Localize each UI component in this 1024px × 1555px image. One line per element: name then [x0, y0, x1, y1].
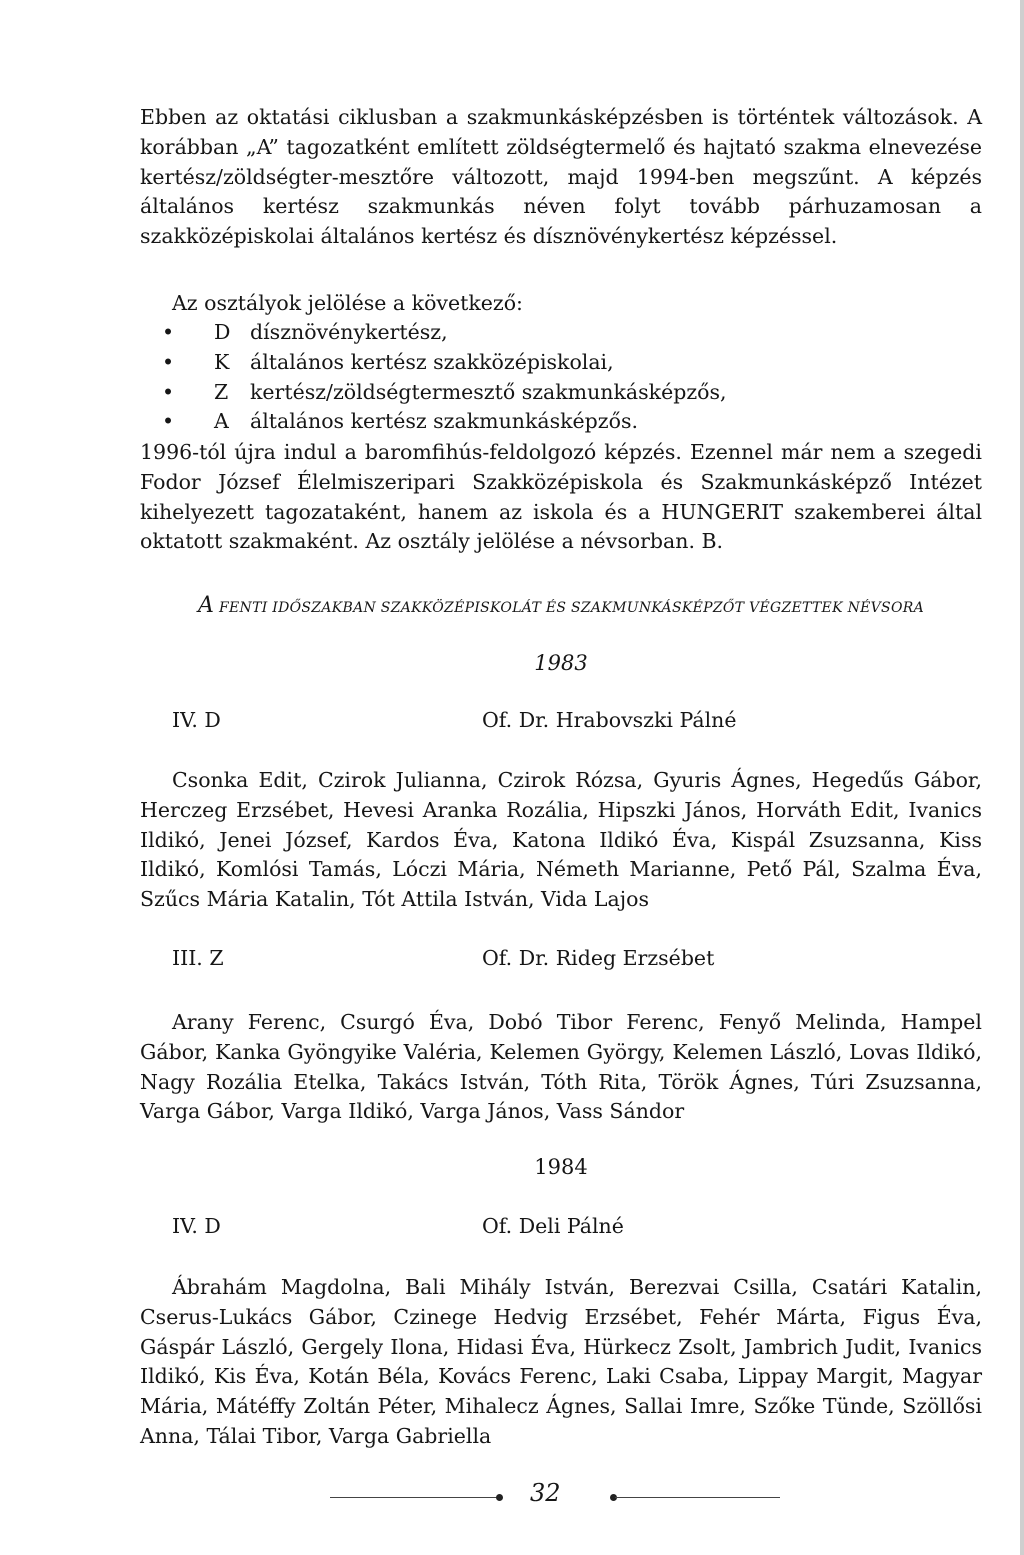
bullet-icon: • [162, 320, 175, 344]
poultry-paragraph: 1996-tól újra indul a baromfihús-feldolgozó képzés. Ezennel már nem a szegedi Fodor József Élelmiszeripari Szakközépiskola és Szakmunkásképző Intézet kihelyezett tagozataként, hanem az iskola és a HUNGERIT szakemberei által oktatott szakmaként. Az osztály jelölése a névsorban. B. [140, 440, 982, 554]
designation-item: • D dísznövénykertész, [162, 318, 862, 348]
footer-dot-left [496, 1494, 503, 1501]
class-teacher: Of. Deli Pálné [482, 1214, 624, 1238]
class-label: III. Z [172, 946, 224, 970]
student-list: Arany Ferenc, Csurgó Éva, Dobó Tibor Ferenc, Fenyő Melinda, Hampel Gábor, Kanka Gyöngyike Valéria, Kelemen György, Kelemen László, Lovas Ildikó, Nagy Rozália Etelka, Takács István, Tóth Rita, Török Ágnes, Túri Zsuzsanna, Varga Gábor, Varga Ildikó, Varga János, Vass Sándor [140, 1010, 982, 1124]
year-heading: 1984 [534, 1155, 588, 1179]
student-list: Csonka Edit, Czirok Julianna, Czirok Rózsa, Gyuris Ágnes, Hegedűs Gábor, Herczeg Erzsébet, Hevesi Aranka Rozália, Hipszki János, Horváth Edit, Ivanics Ildikó, Jenei József, Kardos Éva, Katona Ildikó Éva, Kispál Zsuzsanna, Kiss Ildikó, Komlósi Tamás, Lóczi Mária, Németh Marianne, Pető Pál, Szalma Éva, Szűcs Mária Katalin, Tót Attila István, Vida Lajos [140, 768, 982, 912]
year-heading: 1983 [534, 651, 588, 675]
page-number: 32 [530, 1479, 561, 1507]
designation-item: • A általános kertész szakmunkásképzős. [162, 407, 862, 437]
designation-item: • Z kertész/zöldségtermesztő szakmunkásképzős, [162, 378, 862, 408]
class-teacher: Of. Dr. Hrabovszki Pálné [482, 708, 737, 732]
designation-intro: Az osztályok jelölése a következő: [172, 291, 523, 315]
designation-list [162, 318, 862, 437]
footer-rule-left [330, 1497, 500, 1498]
class-label: IV. D [172, 1214, 221, 1238]
footer-rule-right [615, 1497, 780, 1498]
designation-item: • K általános kertész szakközépiskolai, [162, 348, 862, 378]
bullet-icon: • [162, 349, 175, 374]
bullet-icon: • [162, 379, 175, 404]
scan-edge [1020, 0, 1024, 1555]
intro-paragraph: Ebben az oktatási ciklusban a szakmunkásképzésben is történtek változások. A korábban „A” tagozatként említett zöldségtermelő és hajtató szakma elnevezése kertész/zöldségter-mesztőre változott, majd 1994-ben megszűnt. A képzés általános kertész szakmunkás néven folyt tovább párhuzamosan a szakközépiskolai általános kertész és dísznövénykertész képzéssel. [140, 105, 982, 249]
class-label: IV. D [172, 708, 221, 732]
bullet-icon: • [162, 409, 175, 434]
student-list: Ábrahám Magdolna, Bali Mihály István, Berezvai Csilla, Csatári Katalin, Cserus-Lukács Gábor, Czinege Hedvig Erzsébet, Fehér Márta, Figus Éva, Gáspár László, Gergely Ilona, Hidasi Éva, Hürkecz Zsolt, Jambrich Judit, Ivanics Ildikó, Kis Éva, Kotán Béla, Kovács Ferenc, Laki Csaba, Lippay Margit, Magyar Mária, Mátéffy Zoltán Péter, Mihalecz Ágnes, Sallai Imre, Szőke Tünde, Szöllősi Anna, Tálai Tibor, Varga Gabriella [140, 1275, 982, 1448]
class-teacher: Of. Dr. Rideg Erzsébet [482, 946, 715, 970]
section-heading: A FENTI IDŐSZAKBAN SZAKKÖZÉPISKOLÁT ÉS SZAKMUNKÁSKÉPZŐT VÉGZETTEK NÉVSORA [198, 593, 924, 618]
